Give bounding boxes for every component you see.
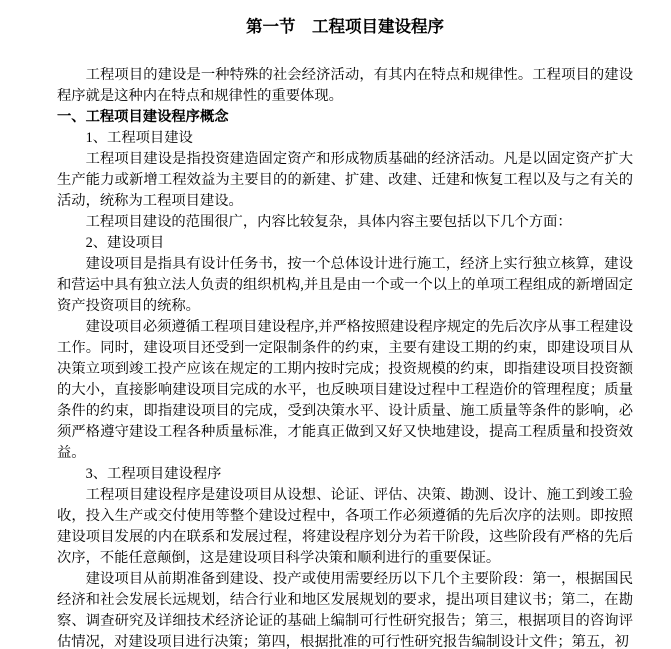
paragraph: 工程项目建设的范围很广，内容比较复杂，具体内容主要包括以下几个方面： — [85, 214, 572, 230]
paragraph: 1、工程项目建设 — [85, 130, 193, 146]
paragraph: 建设项目必须遵循工程项目建设程序,并严格按照建设程序规定的先后次序从事工程建设工作。同时，建设项目还受到一定限制条件的约束，主要有建设工期的约束，即建设项目从决策立项到竣工投产应该在规定的工期内按时完成；投资规模的约束，即指建设项目投资额的大小，直接影响建设项目完成的水平，也反映项目建设过程中工程造价的管理程度；质量条件的约束，即指建设项目的完成，受到决策水平、设计质量、施工质量等条件的影响，必须严格遵守建设工程各种质量标准，才能真正做到又好又快地建设，提高工程质量和投资效益。 — [57, 319, 633, 461]
document-body — [57, 65, 633, 649]
paragraph: 2、建设项目 — [85, 235, 165, 251]
paragraph: 工程项目的建设是一种特殊的社会经济活动，有其内在特点和规律性。工程项目的建设程序就是这种内在特点和规律性的重要体现。 — [57, 67, 633, 104]
paragraph: 建设项目是指具有设计任务书，按一个总体设计进行施工，经济上实行独立核算，建设和营运中具有独立法人负责的组织机构,并且是由一个或一个以上的单项工程组成的新增固定资产投资项目的统称。 — [57, 256, 633, 314]
paragraph: 3、工程项目建设程序 — [85, 466, 222, 482]
paragraph: 建设项目从前期准备到建设、投产或使用需要经历以下几个主要阶段：第一，根据国民经济和社会发展长远规划，结合行业和地区发展规划的要求，提出项目建议书；第二，在勘察、调查研究及详细技术经济论证的基础上编制可行性研究报告；第三，根据项目的咨询评估情况，对建设项目进行决策；第四，根据批准的可行性研究报告编制设计文件；第五，初 — [57, 571, 633, 649]
paragraph: 工程项目建设是指投资建造固定资产和形成物质基础的经济活动。凡是以固定资产扩大生产能力或新增工程效益为主要目的的新建、扩建、改建、迁建和恢复工程以及与之有关的活动，统称为工程项目建设。 — [57, 151, 633, 209]
section-title: 第一节 工程项目建设程序 — [246, 17, 444, 36]
paragraph: 工程项目建设程序是建设项目从设想、论证、评估、决策、勘测、设计、施工到竣工验收，投入生产或交付使用等整个建设过程中，各项工作必须遵循的先后次序的法则。即按照建设项目发展的内在联系和发展过程，将建设程序划分为若干阶段，这些阶段有严格的先后次序，不能任意颠倒，这是建设项目科学决策和顺利进行的重要保证。 — [57, 487, 633, 566]
section-heading: 一、工程项目建设程序概念 — [57, 109, 229, 125]
